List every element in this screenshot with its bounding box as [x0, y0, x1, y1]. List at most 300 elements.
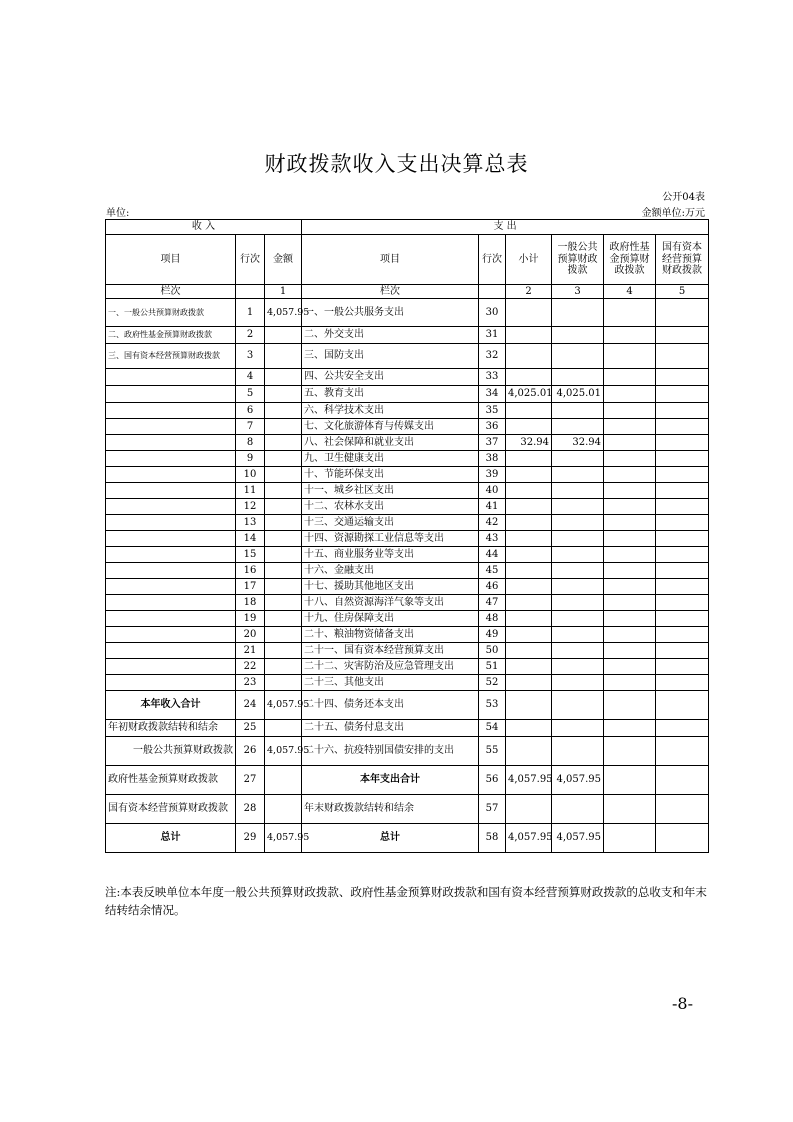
income-item: 一般公共预算财政拨款 — [106, 737, 236, 766]
income-line: 2 — [236, 327, 265, 344]
expense-line: 52 — [479, 675, 506, 691]
income-item — [106, 499, 236, 515]
expense-item: 十七、援助其他地区支出 — [302, 579, 479, 595]
table-row — [106, 643, 709, 659]
fund-budget-cell — [604, 611, 656, 627]
income-line: 16 — [236, 563, 265, 579]
expense-line: 42 — [479, 515, 506, 531]
soe-budget-cell — [656, 627, 709, 643]
income-line: 21 — [236, 643, 265, 659]
unit-label: 单位: — [106, 208, 130, 219]
income-amount — [265, 344, 302, 369]
income-line: 13 — [236, 515, 265, 531]
income-line: 9 — [236, 451, 265, 467]
fund-budget-cell — [604, 327, 656, 344]
col-header-income-item: 项目 — [106, 235, 236, 285]
income-item — [106, 451, 236, 467]
subtotal-cell — [506, 403, 552, 419]
index-label-income: 栏次 — [106, 285, 236, 299]
subtotal-cell — [506, 547, 552, 563]
table-row — [106, 824, 709, 853]
soe-budget-cell — [656, 563, 709, 579]
income-line: 27 — [236, 766, 265, 795]
table-row — [106, 451, 709, 467]
expense-line: 31 — [479, 327, 506, 344]
soe-budget-cell — [656, 344, 709, 369]
subtotal-cell — [506, 499, 552, 515]
soe-budget-cell — [656, 467, 709, 483]
fund-budget-cell — [604, 369, 656, 386]
subtotal-cell: 4,057.95 — [506, 766, 552, 795]
soe-budget-cell — [656, 386, 709, 403]
income-line: 1 — [236, 299, 265, 327]
expense-line: 39 — [479, 467, 506, 483]
expense-line: 54 — [479, 720, 506, 737]
fund-budget-cell — [604, 499, 656, 515]
income-amount — [265, 499, 302, 515]
soe-budget-cell — [656, 720, 709, 737]
income-amount — [265, 451, 302, 467]
table-row — [106, 327, 709, 344]
table-row — [106, 547, 709, 563]
income-line: 23 — [236, 675, 265, 691]
income-line: 19 — [236, 611, 265, 627]
income-amount — [265, 579, 302, 595]
index-2: 2 — [506, 285, 552, 299]
general-budget-cell — [552, 737, 604, 766]
table-row — [106, 659, 709, 675]
general-budget-cell — [552, 369, 604, 386]
general-budget-cell — [552, 720, 604, 737]
table-row — [106, 299, 709, 327]
general-budget-cell — [552, 451, 604, 467]
income-line: 3 — [236, 344, 265, 369]
general-budget-cell — [552, 563, 604, 579]
subtotal-cell — [506, 299, 552, 327]
general-budget-cell — [552, 499, 604, 515]
expense-item: 二、外交支出 — [302, 327, 479, 344]
general-budget-cell — [552, 547, 604, 563]
income-item — [106, 547, 236, 563]
income-item — [106, 627, 236, 643]
soe-budget-cell — [656, 299, 709, 327]
expense-item: 年末财政拨款结转和结余 — [302, 795, 479, 824]
general-budget-cell — [552, 467, 604, 483]
income-line: 7 — [236, 419, 265, 435]
soe-budget-cell — [656, 659, 709, 675]
expense-item: 十八、自然资源海洋气象等支出 — [302, 595, 479, 611]
subtotal-cell — [506, 369, 552, 386]
general-budget-cell: 4,057.95 — [552, 766, 604, 795]
col-header-subtotal: 小计 — [506, 235, 552, 285]
expense-line: 34 — [479, 386, 506, 403]
expense-item: 总计 — [302, 824, 479, 853]
income-line: 15 — [236, 547, 265, 563]
subtotal-cell — [506, 419, 552, 435]
soe-budget-cell — [656, 403, 709, 419]
expense-item: 本年支出合计 — [302, 766, 479, 795]
subtotal-cell: 32.94 — [506, 435, 552, 451]
soe-budget-cell — [656, 675, 709, 691]
subtotal-cell: 4,025.01 — [506, 386, 552, 403]
income-item — [106, 483, 236, 499]
income-item — [106, 579, 236, 595]
soe-budget-cell — [656, 369, 709, 386]
expense-item: 二十六、抗疫特别国债安排的支出 — [302, 737, 479, 766]
income-item: 一、一般公共预算财政拨款 — [106, 299, 236, 327]
subtotal-cell — [506, 659, 552, 675]
index-1: 1 — [265, 285, 302, 299]
table-row — [106, 403, 709, 419]
form-id: 公开04表 — [662, 192, 705, 203]
income-item — [106, 563, 236, 579]
table-row — [106, 611, 709, 627]
general-budget-cell — [552, 344, 604, 369]
fund-budget-cell — [604, 419, 656, 435]
table-row — [106, 344, 709, 369]
fund-budget-cell — [604, 737, 656, 766]
income-line: 28 — [236, 795, 265, 824]
income-line: 25 — [236, 720, 265, 737]
expense-item: 一、一般公共服务支出 — [302, 299, 479, 327]
expense-item: 三、国防支出 — [302, 344, 479, 369]
soe-budget-cell — [656, 579, 709, 595]
soe-budget-cell — [656, 483, 709, 499]
expense-line: 38 — [479, 451, 506, 467]
expense-line: 30 — [479, 299, 506, 327]
soe-budget-cell — [656, 766, 709, 795]
fund-budget-cell — [604, 766, 656, 795]
table-row — [106, 499, 709, 515]
fund-budget-cell — [604, 386, 656, 403]
expense-item: 二十四、债务还本支出 — [302, 691, 479, 720]
income-item: 年初财政拨款结转和结余 — [106, 720, 236, 737]
expense-item: 十六、金融支出 — [302, 563, 479, 579]
expense-line: 55 — [479, 737, 506, 766]
index-3: 3 — [552, 285, 604, 299]
expense-line: 36 — [479, 419, 506, 435]
soe-budget-cell — [656, 547, 709, 563]
income-amount — [265, 563, 302, 579]
fund-budget-cell — [604, 691, 656, 720]
col-header-income-line: 行次 — [236, 235, 265, 285]
income-line: 18 — [236, 595, 265, 611]
fund-budget-cell — [604, 344, 656, 369]
footnote: 注:本表反映单位本年度一般公共预算财政拨款、政府性基金预算财政拨款和国有资本经营预算财政拨款的总收支和年末结转结余情况。 — [105, 885, 707, 917]
table-row — [106, 531, 709, 547]
table-row — [106, 435, 709, 451]
income-line: 4 — [236, 369, 265, 386]
income-amount — [265, 720, 302, 737]
expense-item: 二十、粮油物资储备支出 — [302, 627, 479, 643]
income-amount — [265, 531, 302, 547]
expense-item: 九、卫生健康支出 — [302, 451, 479, 467]
expense-item: 十九、住房保障支出 — [302, 611, 479, 627]
fund-budget-cell — [604, 435, 656, 451]
income-amount — [265, 386, 302, 403]
income-item — [106, 659, 236, 675]
expense-item: 十二、农林水支出 — [302, 499, 479, 515]
income-amount — [265, 483, 302, 499]
income-amount — [265, 403, 302, 419]
fund-budget-cell — [604, 720, 656, 737]
subtotal-cell — [506, 720, 552, 737]
soe-budget-cell — [656, 611, 709, 627]
income-item — [106, 595, 236, 611]
soe-budget-cell — [656, 737, 709, 766]
col-header-expense-item: 项目 — [302, 235, 479, 285]
subtotal-cell — [506, 531, 552, 547]
income-item — [106, 419, 236, 435]
expense-item: 十四、资源勘探工业信息等支出 — [302, 531, 479, 547]
expense-line: 56 — [479, 766, 506, 795]
expense-item: 十一、城乡社区支出 — [302, 483, 479, 499]
income-line: 6 — [236, 403, 265, 419]
soe-budget-cell — [656, 451, 709, 467]
table-row — [106, 369, 709, 386]
income-section-header: 收 入 — [106, 220, 302, 235]
expense-item: 十、节能环保支出 — [302, 467, 479, 483]
expense-item: 二十五、债务付息支出 — [302, 720, 479, 737]
income-item: 二、政府性基金预算财政拨款 — [106, 327, 236, 344]
income-line: 22 — [236, 659, 265, 675]
col-header-amount: 金额 — [265, 235, 302, 285]
subtotal-cell — [506, 611, 552, 627]
table-row — [106, 766, 709, 795]
expense-line: 35 — [479, 403, 506, 419]
subtotal-cell — [506, 483, 552, 499]
income-item — [106, 386, 236, 403]
page-number: -8- — [672, 994, 693, 1013]
expense-item: 十三、交通运输支出 — [302, 515, 479, 531]
general-budget-cell — [552, 659, 604, 675]
income-amount — [265, 547, 302, 563]
expense-line: 51 — [479, 659, 506, 675]
soe-budget-cell — [656, 643, 709, 659]
col-header-soe: 国有资本经营预算财政拨款 — [656, 235, 709, 285]
fund-budget-cell — [604, 403, 656, 419]
expense-section-header: 支 出 — [302, 220, 709, 235]
income-line: 17 — [236, 579, 265, 595]
income-amount — [265, 419, 302, 435]
income-amount — [265, 643, 302, 659]
table-row — [106, 515, 709, 531]
general-budget-cell — [552, 643, 604, 659]
fund-budget-cell — [604, 595, 656, 611]
subtotal-cell — [506, 515, 552, 531]
fund-budget-cell — [604, 483, 656, 499]
subtotal-cell — [506, 327, 552, 344]
general-budget-cell — [552, 627, 604, 643]
table-row — [106, 579, 709, 595]
fund-budget-cell — [604, 547, 656, 563]
index-blank — [236, 285, 265, 299]
expense-item: 二十二、灾害防治及应急管理支出 — [302, 659, 479, 675]
table-row — [106, 386, 709, 403]
income-line: 8 — [236, 435, 265, 451]
soe-budget-cell — [656, 824, 709, 853]
col-header-fund: 政府性基金预算财政拨款 — [604, 235, 656, 285]
soe-budget-cell — [656, 795, 709, 824]
income-line: 24 — [236, 691, 265, 720]
income-item: 政府性基金预算财政拨款 — [106, 766, 236, 795]
fund-budget-cell — [604, 451, 656, 467]
fund-budget-cell — [604, 515, 656, 531]
expense-item: 六、科学技术支出 — [302, 403, 479, 419]
amount-unit: 金额单位:万元 — [641, 208, 705, 219]
income-item — [106, 515, 236, 531]
subtotal-cell — [506, 691, 552, 720]
general-budget-cell — [552, 299, 604, 327]
expense-line: 46 — [479, 579, 506, 595]
page-title: 财政拨款收入支出决算总表 — [264, 152, 529, 176]
expense-line: 43 — [479, 531, 506, 547]
expense-line: 58 — [479, 824, 506, 853]
fund-budget-cell — [604, 659, 656, 675]
fund-budget-cell — [604, 299, 656, 327]
general-budget-cell — [552, 483, 604, 499]
soe-budget-cell — [656, 515, 709, 531]
subtotal-cell — [506, 451, 552, 467]
index-5: 5 — [656, 285, 709, 299]
income-amount — [265, 327, 302, 344]
subtotal-cell: 4,057.95 — [506, 824, 552, 853]
soe-budget-cell — [656, 435, 709, 451]
expense-line: 47 — [479, 595, 506, 611]
income-line: 14 — [236, 531, 265, 547]
income-line: 20 — [236, 627, 265, 643]
expense-item: 五、教育支出 — [302, 386, 479, 403]
fund-budget-cell — [604, 467, 656, 483]
expense-item: 七、文化旅游体育与传媒支出 — [302, 419, 479, 435]
income-amount — [265, 467, 302, 483]
general-budget-cell — [552, 675, 604, 691]
fund-budget-cell — [604, 675, 656, 691]
table-row — [106, 419, 709, 435]
income-line: 12 — [236, 499, 265, 515]
subtotal-cell — [506, 675, 552, 691]
income-item: 国有资本经营预算财政拨款 — [106, 795, 236, 824]
fund-budget-cell — [604, 643, 656, 659]
income-line: 5 — [236, 386, 265, 403]
income-amount: 4,057.95 — [265, 299, 302, 327]
subtotal-cell — [506, 595, 552, 611]
table-row — [106, 691, 709, 720]
general-budget-cell — [552, 403, 604, 419]
income-amount — [265, 627, 302, 643]
table-row — [106, 595, 709, 611]
general-budget-cell — [552, 595, 604, 611]
budget-table — [105, 219, 709, 853]
income-amount — [265, 659, 302, 675]
expense-line: 50 — [479, 643, 506, 659]
expense-item: 十五、商业服务业等支出 — [302, 547, 479, 563]
income-item — [106, 675, 236, 691]
subtotal-cell — [506, 344, 552, 369]
income-amount: 4,057.95 — [265, 737, 302, 766]
col-header-general: 一般公共预算财政拨款 — [552, 235, 604, 285]
general-budget-cell: 32.94 — [552, 435, 604, 451]
income-amount — [265, 611, 302, 627]
fund-budget-cell — [604, 795, 656, 824]
soe-budget-cell — [656, 499, 709, 515]
income-amount — [265, 766, 302, 795]
expense-line: 32 — [479, 344, 506, 369]
table-row — [106, 720, 709, 737]
subtotal-cell — [506, 579, 552, 595]
subtotal-cell — [506, 795, 552, 824]
index-label-expense: 栏次 — [302, 285, 479, 299]
general-budget-cell — [552, 327, 604, 344]
table-row — [106, 795, 709, 824]
index-4: 4 — [604, 285, 656, 299]
expense-line: 49 — [479, 627, 506, 643]
income-line: 26 — [236, 737, 265, 766]
soe-budget-cell — [656, 531, 709, 547]
col-header-expense-line: 行次 — [479, 235, 506, 285]
expense-item: 二十三、其他支出 — [302, 675, 479, 691]
table-row — [106, 627, 709, 643]
income-item — [106, 531, 236, 547]
table-row — [106, 483, 709, 499]
expense-item: 四、公共安全支出 — [302, 369, 479, 386]
expense-line: 48 — [479, 611, 506, 627]
income-item — [106, 643, 236, 659]
table-row — [106, 737, 709, 766]
income-item — [106, 369, 236, 386]
subtotal-cell — [506, 627, 552, 643]
expense-item: 八、社会保障和就业支出 — [302, 435, 479, 451]
subtotal-cell — [506, 563, 552, 579]
table-row — [106, 467, 709, 483]
expense-item: 二十一、国有资本经营预算支出 — [302, 643, 479, 659]
general-budget-cell — [552, 419, 604, 435]
expense-line: 40 — [479, 483, 506, 499]
expense-line: 53 — [479, 691, 506, 720]
income-item — [106, 611, 236, 627]
income-line: 29 — [236, 824, 265, 853]
expense-line: 33 — [479, 369, 506, 386]
index-blank — [479, 285, 506, 299]
income-item: 本年收入合计 — [106, 691, 236, 720]
income-amount — [265, 369, 302, 386]
income-amount: 4,057.95 — [265, 691, 302, 720]
general-budget-cell — [552, 691, 604, 720]
income-line: 11 — [236, 483, 265, 499]
soe-budget-cell — [656, 419, 709, 435]
expense-line: 57 — [479, 795, 506, 824]
fund-budget-cell — [604, 824, 656, 853]
income-item — [106, 467, 236, 483]
expense-line: 37 — [479, 435, 506, 451]
soe-budget-cell — [656, 327, 709, 344]
income-item: 三、国有资本经营预算财政拨款 — [106, 344, 236, 369]
general-budget-cell — [552, 515, 604, 531]
soe-budget-cell — [656, 691, 709, 720]
subtotal-cell — [506, 643, 552, 659]
general-budget-cell — [552, 795, 604, 824]
income-amount: 4,057.95 — [265, 824, 302, 853]
general-budget-cell — [552, 611, 604, 627]
subtotal-cell — [506, 737, 552, 766]
soe-budget-cell — [656, 595, 709, 611]
income-amount — [265, 595, 302, 611]
income-amount — [265, 435, 302, 451]
income-item — [106, 435, 236, 451]
income-amount — [265, 515, 302, 531]
general-budget-cell: 4,057.95 — [552, 824, 604, 853]
fund-budget-cell — [604, 627, 656, 643]
